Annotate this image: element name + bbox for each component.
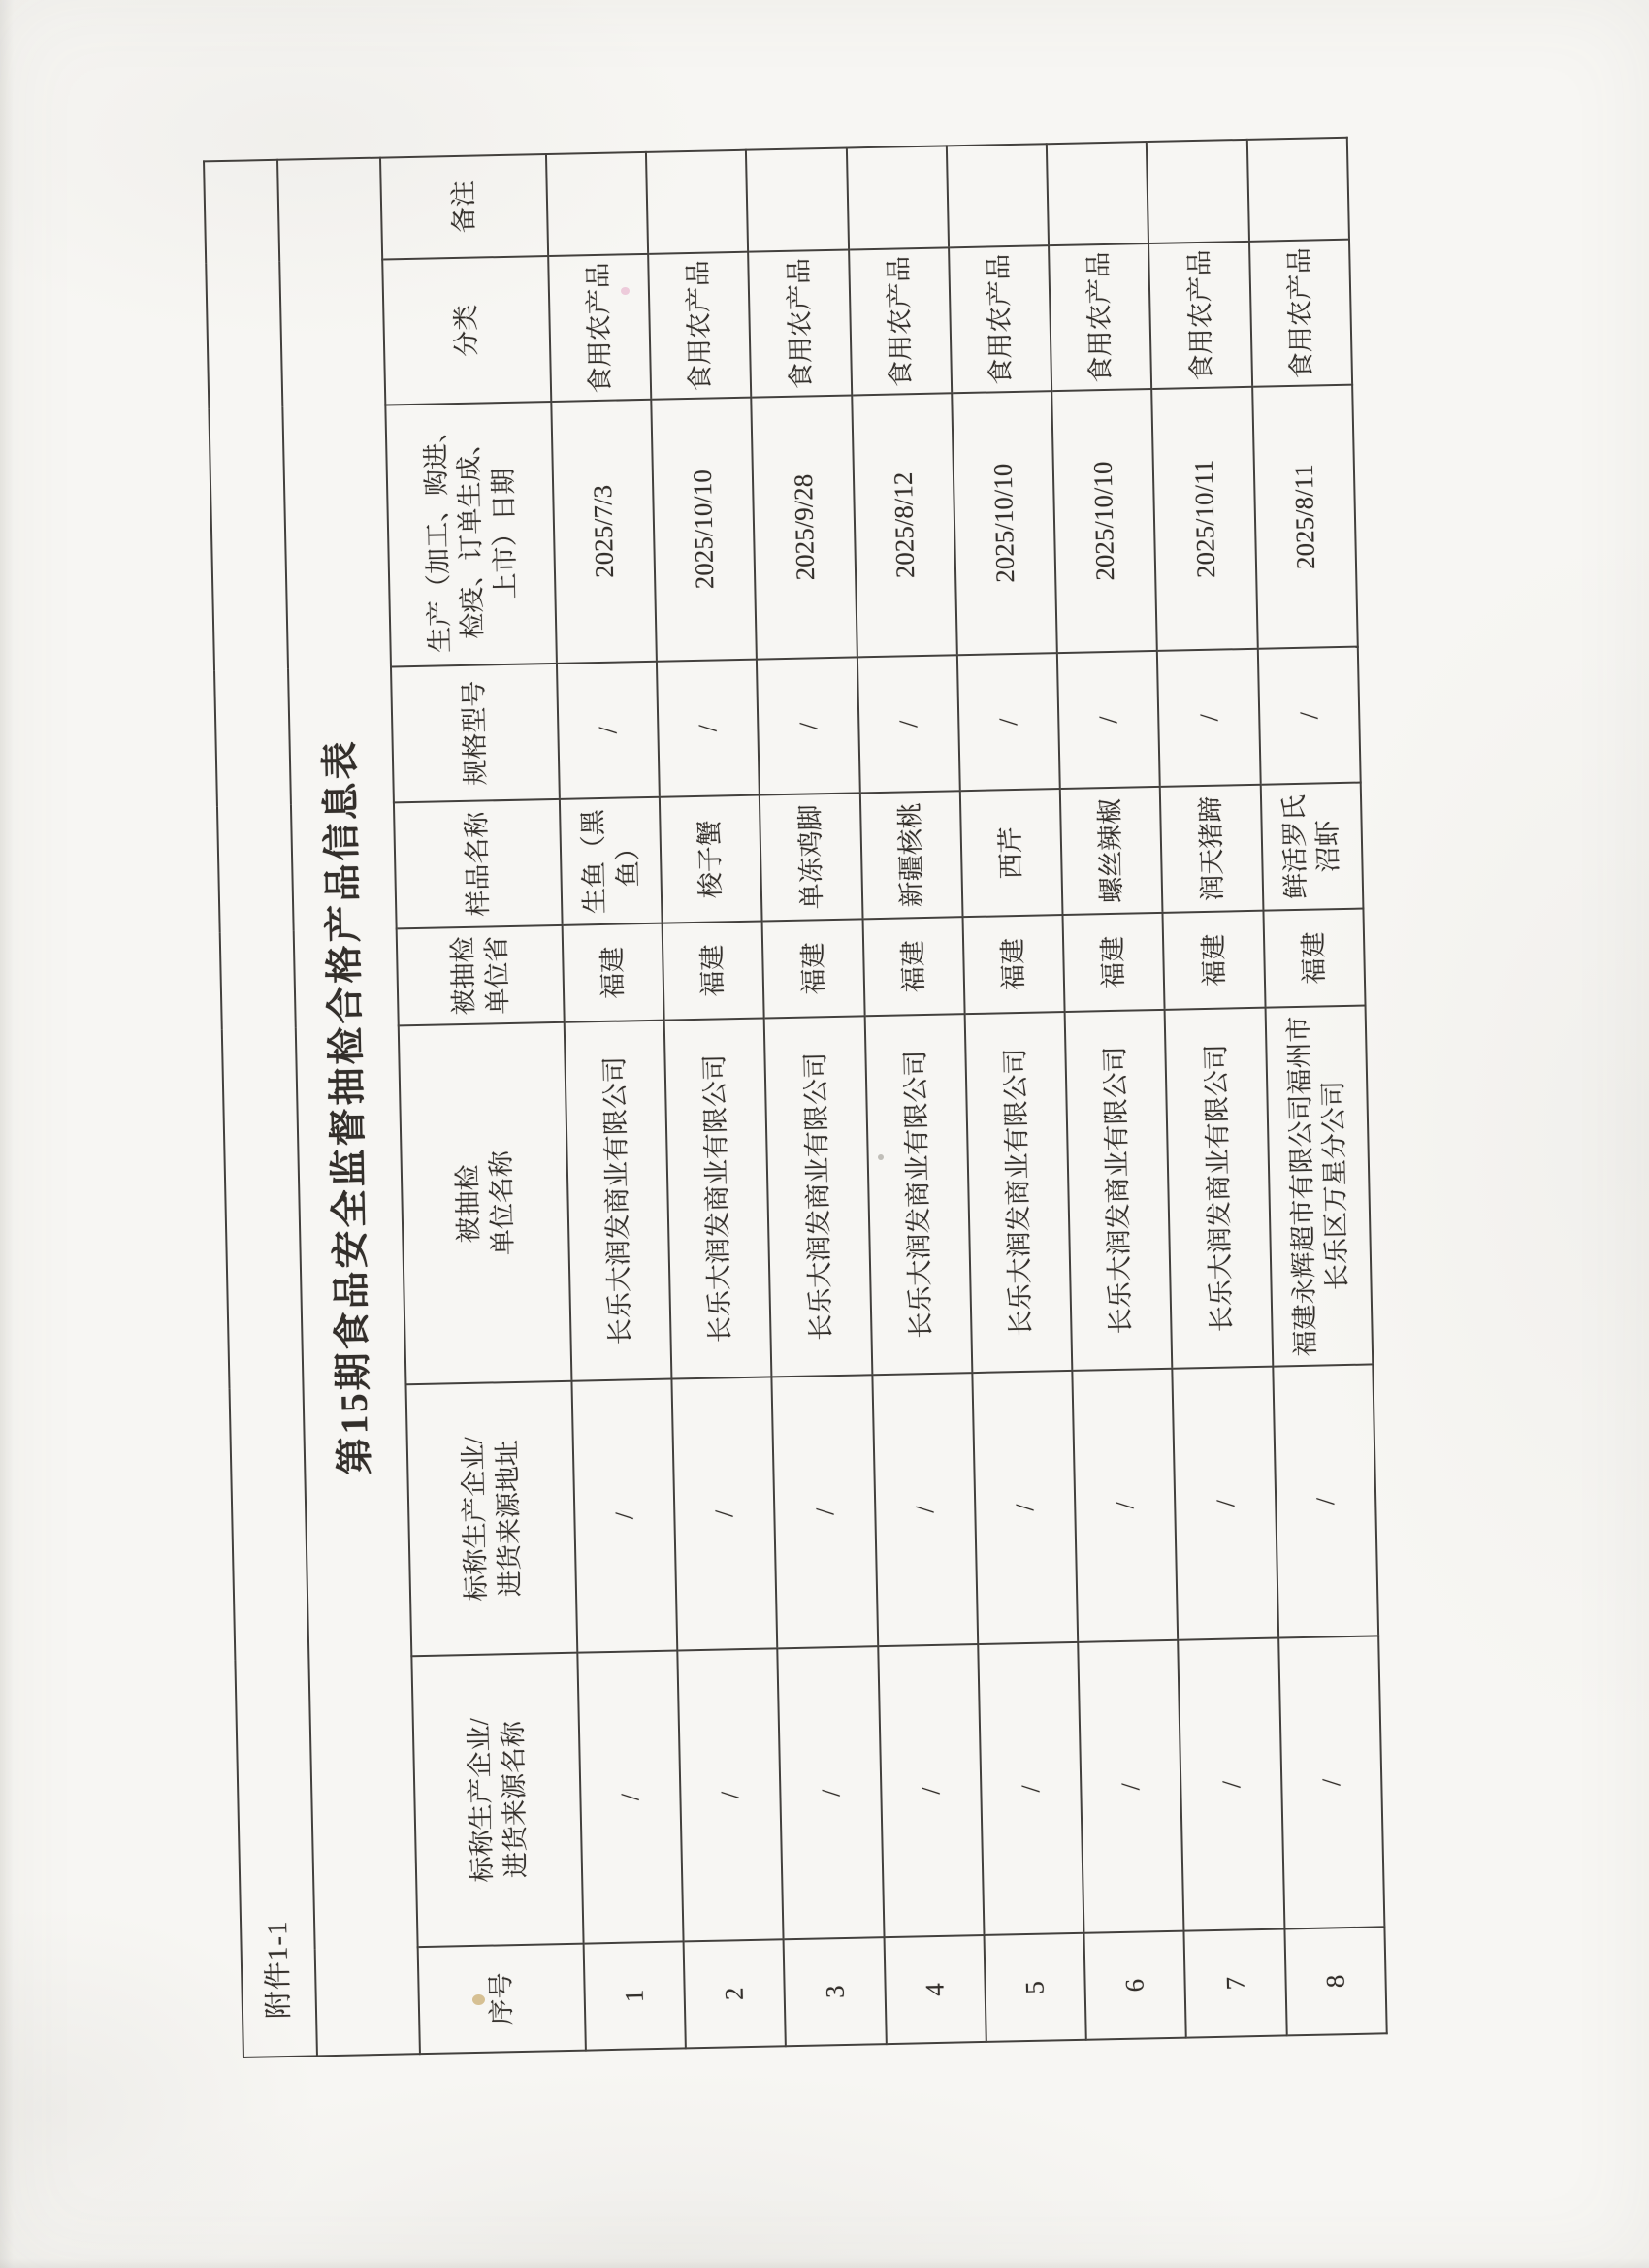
column-header-producer-name: 标称生产企业/ 进货来源名称	[412, 1653, 584, 1948]
table-cell: 4	[884, 1935, 986, 2044]
table-cell: 福建	[762, 919, 864, 1018]
table-cell: 西芹	[960, 789, 1063, 917]
column-header-category: 分类	[383, 256, 552, 405]
table-cell: /	[1072, 1369, 1178, 1642]
table-cell: 单冻鸡脚	[760, 793, 862, 921]
table-cell: /	[677, 1648, 784, 1941]
table-cell: 鲜活罗氏 沼虾	[1260, 783, 1363, 911]
table-cell: /	[978, 1642, 1084, 1935]
table-cell: /	[1157, 649, 1260, 787]
table-cell: 长乐大润发商业有限公司	[964, 1012, 1072, 1373]
table-cell: 7	[1184, 1928, 1287, 2037]
table-cell: /	[1078, 1640, 1184, 1933]
table-cell: 2025/9/28	[752, 395, 857, 659]
table-cell: 生鱼（黑 鱼）	[560, 797, 663, 925]
table-cell: 2	[684, 1939, 787, 2048]
table-cell: 食用农产品	[648, 252, 751, 400]
table-cell: 长乐大润发商业有限公司	[764, 1016, 872, 1377]
table-cell: 食用农产品	[748, 250, 851, 398]
table-cell: /	[872, 1373, 978, 1646]
table-cell: 2025/8/12	[852, 393, 957, 657]
table-cell	[746, 147, 848, 251]
table-cell: /	[972, 1371, 1078, 1644]
table-cell: 6	[1084, 1931, 1187, 2040]
table-cell: 食用农产品	[1148, 242, 1251, 389]
column-header-production-date: 生产（加工、购进、 检疫、订单生成、 上市）日期	[386, 402, 557, 667]
table-cell: 5	[984, 1933, 1086, 2042]
table-cell: /	[878, 1644, 985, 1937]
column-header-producer-address: 标称生产企业/ 进货来源地址	[406, 1381, 577, 1657]
table-cell: 福建	[962, 915, 1064, 1014]
table-cell: /	[577, 1651, 684, 1944]
table-cell: 新疆核桃	[859, 791, 962, 919]
table-cell: 长乐大润发商业有限公司	[664, 1018, 772, 1378]
table-cell: /	[772, 1375, 878, 1648]
table-cell: 长乐大润发商业有限公司	[1065, 1010, 1173, 1371]
column-header-sample-name: 样品名称	[394, 799, 562, 929]
table-cell: /	[1057, 651, 1160, 789]
column-header-remarks: 备注	[380, 154, 548, 260]
table-cell: /	[557, 662, 660, 799]
table-cell: 2025/10/10	[952, 391, 1057, 655]
column-header-sampled-unit-name: 被抽检 单位名称	[399, 1022, 571, 1384]
table-cell: 福建	[1163, 911, 1265, 1010]
table-cell	[947, 144, 1049, 247]
table-cell: /	[1173, 1367, 1278, 1640]
table-cell: 螺丝辣椒	[1060, 787, 1163, 915]
column-header-sampled-unit-province: 被抽检 单位省	[397, 925, 564, 1026]
table-cell: 福建	[562, 923, 663, 1022]
table-cell	[546, 152, 648, 256]
table-cell: 长乐大润发商业有限公司	[1165, 1008, 1273, 1369]
table-cell	[1047, 142, 1148, 245]
table-cell: /	[757, 657, 859, 794]
table-cell: /	[778, 1646, 885, 1939]
table-cell	[1147, 140, 1248, 243]
table-cell: /	[1273, 1364, 1378, 1637]
table-cell: 3	[784, 1937, 887, 2046]
table-cell: /	[1257, 647, 1360, 785]
column-header-spec-model: 规格型号	[391, 664, 559, 803]
table-cell: 福建永辉超市有限公司福州市 长乐区万星分公司	[1265, 1006, 1373, 1367]
inspection-table	[203, 137, 1388, 2058]
table-cell: /	[657, 660, 760, 797]
attachment-label: 附件1-1	[204, 160, 317, 2057]
column-header-index: 序号	[418, 1944, 586, 2055]
table-cell	[847, 146, 949, 249]
table-cell: 福建	[663, 922, 764, 1021]
table-cell: /	[1179, 1638, 1285, 1931]
table-cell: 食用农产品	[1249, 240, 1352, 387]
table-cell: 长乐大润发商业有限公司	[864, 1014, 972, 1375]
table-cell: 食用农产品	[849, 247, 952, 395]
rotated-document	[203, 139, 1388, 2058]
table-cell: /	[1278, 1636, 1385, 1928]
page-title: 第15期食品安全监督抽检合格产品信息表	[277, 157, 420, 2056]
table-cell: /	[672, 1377, 778, 1650]
table-cell: 1	[583, 1941, 686, 2050]
table-cell	[646, 150, 748, 254]
table-cell	[1246, 138, 1349, 242]
table-cell: 长乐大润发商业有限公司	[565, 1021, 672, 1381]
table-cell: 8	[1284, 1927, 1387, 2035]
table-cell: 食用农产品	[949, 245, 1051, 393]
table-cell: 食用农产品	[548, 254, 651, 402]
table-cell: 润天猪蹄	[1160, 785, 1263, 913]
table-cell: 福建	[1063, 913, 1165, 1012]
table-cell: 福建	[1263, 909, 1365, 1008]
table-cell: /	[857, 655, 960, 793]
table-cell: 2025/10/10	[1051, 389, 1157, 653]
table-cell: 福建	[862, 917, 964, 1016]
table-cell: 2025/10/10	[651, 398, 757, 662]
table-cell: 2025/8/11	[1252, 385, 1358, 649]
table-cell: /	[957, 653, 1060, 791]
table-cell: 梭子蟹	[660, 795, 762, 923]
table-cell: 2025/7/3	[551, 400, 657, 664]
table-cell: /	[571, 1379, 677, 1653]
table-cell: 食用农产品	[1049, 243, 1151, 391]
table-cell: 2025/10/11	[1152, 387, 1258, 651]
